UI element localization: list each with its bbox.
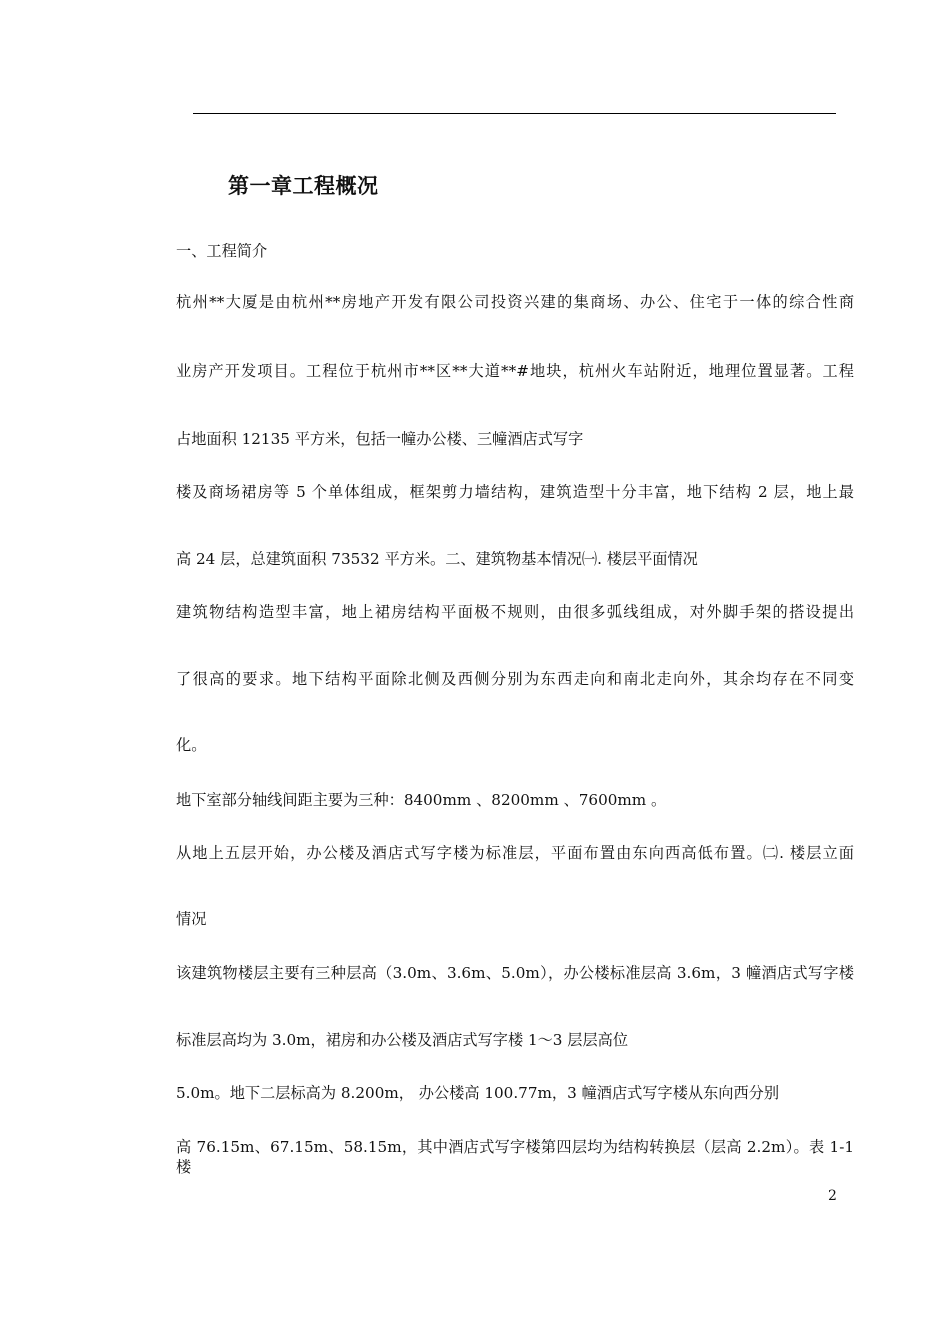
chapter-title: 第一章工程概况 (228, 173, 379, 198)
paragraph-line: 标准层高均为 3.0m，裙房和办公楼及酒店式写字楼 1～3 层层高位 (176, 1031, 629, 1049)
paragraph-line: 高 76.15m、67.15m、58.15m，其中酒店式写字楼第四层均为结构转换层（层高 2.2m）。表 1-1 楼 (176, 1138, 854, 1176)
paragraph-line: 从地上五层开始，办公楼及酒店式写字楼为标准层，平面布置由东向西高低布置。㈡. 楼层立面 (176, 844, 854, 862)
paragraph-line: 杭州**大厦是由杭州**房地产开发有限公司投资兴建的集商场、办公、住宅于一体的综合性商 (176, 293, 854, 311)
section-heading: 一、工程简介 (176, 242, 268, 260)
paragraph-line: 化。 (176, 736, 207, 754)
paragraph-line: 业房产开发项目。工程位于杭州市**区**大道**#地块，杭州火车站附近，地理位置显著。工程 (176, 362, 854, 380)
paragraph-line: 情况 (176, 910, 207, 928)
paragraph-line: 占地面积 12135 平方米，包括一幢办公楼、三幢酒店式写字 (176, 430, 584, 448)
paragraph-line: 楼及商场裙房等 5 个单体组成，框架剪力墙结构，建筑造型十分丰富，地下结构 2 层，地上最 (176, 483, 854, 501)
page-number: 2 (828, 1188, 837, 1204)
paragraph-line: 地下室部分轴线间距主要为三种：8400mm 、8200mm 、7600mm 。 (176, 791, 667, 809)
paragraph-line: 了很高的要求。地下结构平面除北侧及西侧分别为东西走向和南北走向外，其余均存在不同变 (176, 670, 854, 688)
header-rule (193, 113, 836, 114)
paragraph-line: 该建筑物楼层主要有三种层高（3.0m、3.6m、5.0m），办公楼标准层高 3.6m，3 幢酒店式写字楼 (176, 964, 854, 982)
paragraph-line: 高 24 层，总建筑面积 73532 平方米。二、建筑物基本情况㈠. 楼层平面情况 (176, 550, 698, 568)
paragraph-line: 建筑物结构造型丰富，地上裙房结构平面极不规则，由很多弧线组成，对外脚手架的搭设提出 (176, 603, 854, 621)
paragraph-line: 5.0m。地下二层标高为 8.200m， 办公楼高 100.77m，3 幢酒店式写字楼从东向西分别 (176, 1084, 780, 1102)
